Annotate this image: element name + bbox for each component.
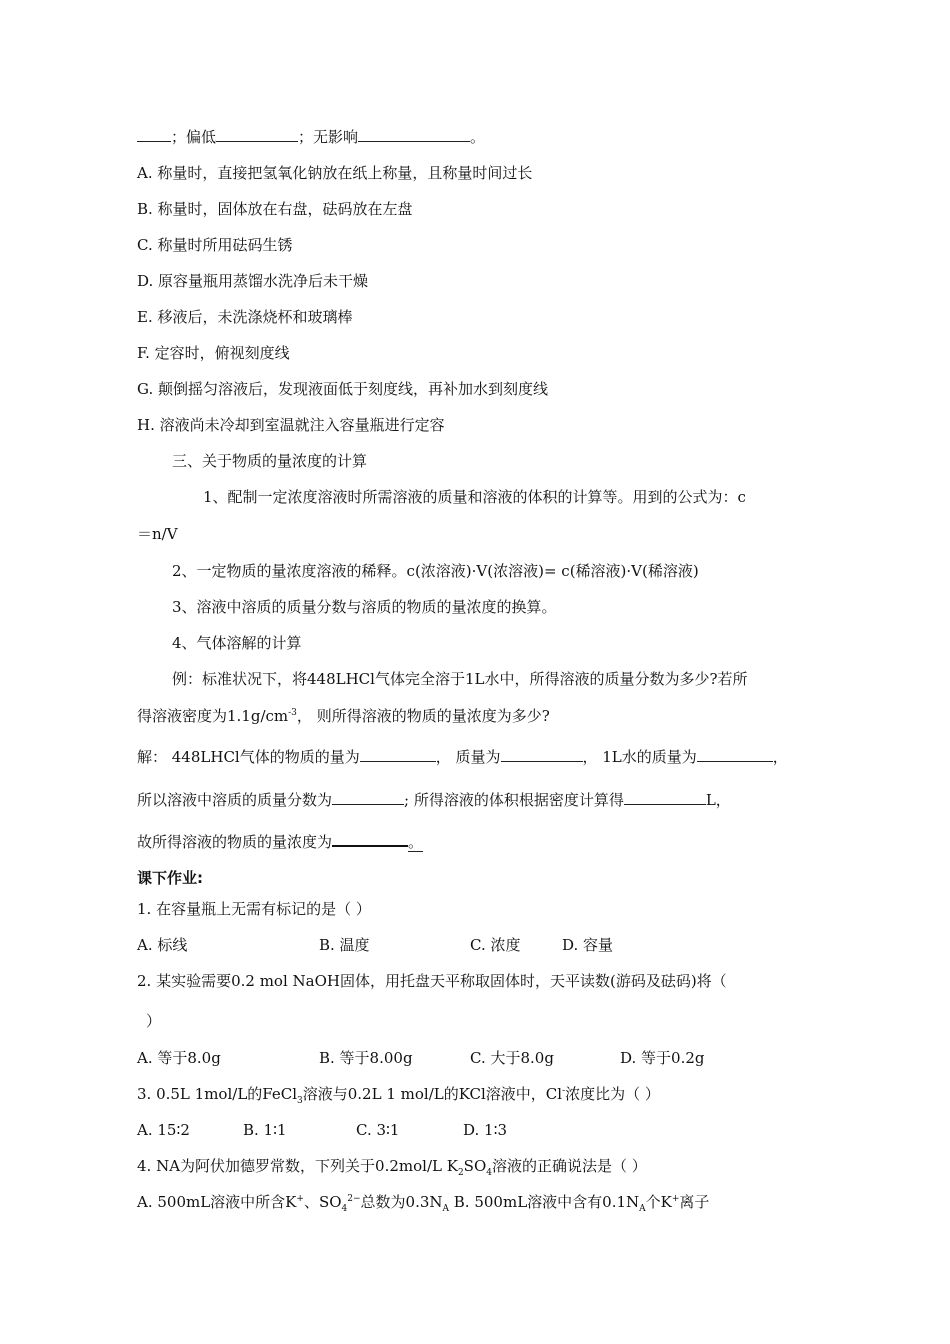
- solution-line3: 故所得溶液的物质的量浓度为 。: [137, 833, 424, 851]
- option-a: A. 称量时，直接把氢氧化钠放在纸上称量，且称量时间过长: [137, 164, 533, 182]
- question-1: 1. 在容量瓶上无需有标记的是（ ）: [137, 900, 371, 918]
- option-f: F. 定容时，俯视刻度线: [137, 344, 290, 362]
- option-c: C. 称量时所用砝码生锈: [137, 236, 293, 254]
- item-2: 2、一定物质的量浓度溶液的稀释。c(浓溶液)·V(浓溶液)= c(稀溶液)·V(稀溶液): [172, 562, 699, 580]
- option-h: H. 溶液尚未冷却到室温就注入容量瓶进行定容: [137, 416, 445, 434]
- question-4-options: A. 500mL溶液中所含K+、$SO_4^{2-}$总数为$0.3N_A$ B. 500mL溶液中含有$0.1N_A$个K+离子: [137, 1193, 710, 1214]
- blank-line-top: ；偏低 ；无影响 。: [137, 127, 485, 147]
- example-line1: 例：标准状况下，将448LHCl气体完全溶于1L水中，所得溶液的质量分数为多少?若所: [172, 670, 748, 688]
- example-line2: 得溶液密度为$1.1g/cm^{-3}$， 则所得溶液的物质的量浓度为多少?: [137, 707, 550, 725]
- item-3: 3、溶液中溶质的质量分数与溶质的物质的量浓度的换算。: [172, 598, 557, 616]
- item-1-line2: ＝n/V: [137, 525, 178, 543]
- item-4: 4、气体溶解的计算: [172, 634, 302, 652]
- question-1-options: A. 标线 B. 温度 C. 浓度 D. 容量: [137, 936, 614, 954]
- solution-line1: 解： 448LHCl气体的物质的量为 ， 质量为 ， 1L水的质量为 ，: [137, 748, 788, 766]
- option-e: E. 移液后，未洗涤烧杯和玻璃棒: [137, 308, 353, 326]
- question-3-options: A. 15∶2 B. 1∶1 C. 3∶1 D. 1∶3: [137, 1121, 508, 1139]
- question-2: 2. 某实验需要0.2 mol NaOH固体，用托盘天平称取固体时，天平读数(游码及砝码)将（: [137, 972, 727, 990]
- question-2-options: A. 等于8.0g B. 等于8.00g C. 大于8.0g D. 等于0.2g: [137, 1049, 705, 1067]
- question-3: 3. 0.5L 1mol/L的FeCl$_3$溶液与0.2L 1 mol/L的KCl溶液中，Cl-浓度比为（ ）: [137, 1085, 660, 1106]
- item-1-line1: 1、配制一定浓度溶液时所需溶液的质量和溶液的体积的计算等。用到的公式为：c: [203, 488, 746, 506]
- question-2-paren: ）: [146, 1012, 162, 1030]
- option-g: G. 颠倒摇匀溶液后，发现液面低于刻度线，再补加水到刻度线: [137, 380, 548, 398]
- option-b: B. 称量时，固体放在右盘，砝码放在左盘: [137, 200, 413, 218]
- option-d: D. 原容量瓶用蒸馏水洗净后未干燥: [137, 272, 369, 290]
- solution-line2: 所以溶液中溶质的质量分数为 ; 所得溶液的体积根据密度计算得 L，: [137, 791, 731, 809]
- section-heading: 三、关于物质的量浓度的计算: [172, 452, 368, 470]
- question-4: 4. NA为阿伏加德罗常数，下列关于0.2mol/L $K_2SO_4$溶液的正确说法是（ ）: [137, 1157, 647, 1178]
- homework-heading: 课下作业:: [137, 869, 203, 887]
